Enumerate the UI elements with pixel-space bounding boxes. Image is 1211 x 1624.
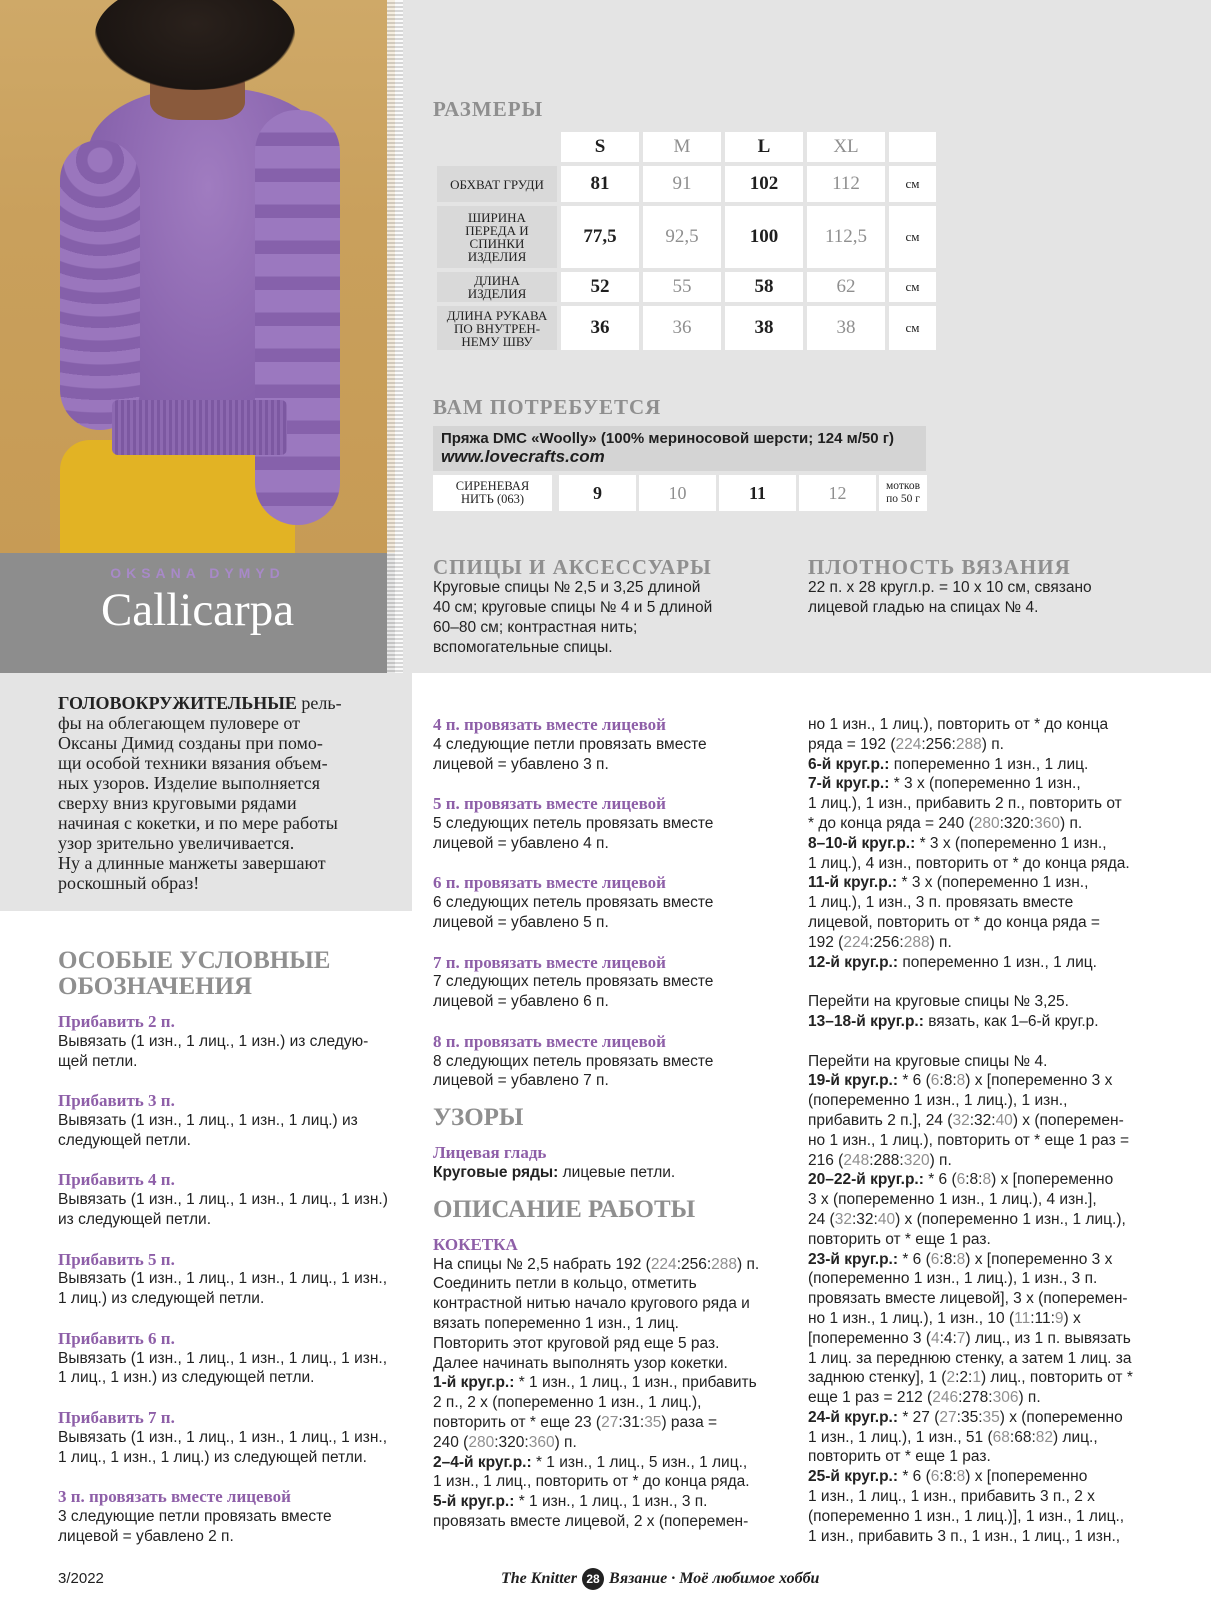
legend-heading: ОСОБЫЕ УСЛОВНЫЕ [58,947,331,974]
spacer [58,1309,418,1329]
work-line: 8–10-й круг.р.: * 3 х (попеременно 1 изн., [808,834,1107,852]
intro-lead: ГОЛОВОКРУЖИТЕЛЬНЫЕ [58,693,297,713]
empty-cell [889,132,936,162]
work-line: 6-й круг.р.: попеременно 1 изн., 1 лиц. [808,755,1089,773]
work-line: 216 (248:288:320) п. [808,1151,952,1169]
size-header: S [561,132,639,162]
legend-title: Прибавить 5 п. [58,1249,175,1269]
legend-line: следующей петли. [58,1131,191,1149]
work-line: На спицы № 2,5 набрать 192 (224:256:288) п. [433,1255,760,1273]
row-label: ДЛИНА РУКАВА ПО ВНУТРЕН-НЕМУ ШВУ [437,306,557,350]
intro-line: Ну а длинные манжеты завершают [58,853,326,873]
legend-title: Прибавить 6 п. [58,1328,175,1348]
decrease-title: 4 п. провязать вместе лицевой [433,715,666,734]
spacer [433,1183,783,1197]
sizes-heading: РАЗМЕРЫ [433,97,544,121]
unit-cell: мотков по 50 г [879,475,927,511]
intro-line-end: рель- [296,693,342,713]
table-cell: 81 [561,166,639,202]
spacer [808,1032,1163,1052]
yoke-heading: КОКЕТКА [433,1234,518,1254]
legend-column [58,948,418,1547]
spacer [433,933,783,953]
table-cell: 38 [725,306,803,350]
work-line: Соединить петли в кольцо, отметить [433,1275,697,1293]
right-column [808,715,1163,1546]
decrease-line: лицевой = убавлено 6 п. [433,993,609,1011]
size-header: M [643,132,721,162]
table-cell: 112 [807,166,885,202]
decrease-title: 8 п. провязать вместе лицевой [433,1031,666,1051]
legend-line: 1 лиц., 1 изн.) из следующей петли. [58,1369,315,1387]
intro-line: сверху вниз круговыми рядами [58,793,297,813]
work-line: (попеременно 1 изн., 1 лиц.), 1 изн., [808,1092,1068,1110]
spacer [58,1467,418,1487]
decrease-title: 7 п. провязать вместе лицевой [433,952,666,972]
title-plate [0,553,395,673]
gauge-text [808,578,1158,618]
photo-sleeve-left [60,140,140,430]
work-line: контрастной нитью начало кругового ряда и [433,1295,750,1313]
model-photo [0,0,395,553]
needles-text [433,578,773,658]
work-line: провязать вместе лицевой], 3 х (поперемен- [808,1290,1128,1308]
footer-masthead [501,1568,819,1590]
legend-title: 3 п. провязать вместе лицевой [58,1487,291,1507]
work-line: 240 (280:320:360) п. [433,1433,577,1451]
patterns-label: Круговые ряды: [433,1163,559,1181]
intro-line: ных узоров. Изделие выполняется [58,773,320,793]
table-cell: 62 [807,272,885,302]
table-cell: 38 [807,306,885,350]
spacer [808,972,1163,992]
work-line: * до конца ряда = 240 (280:320:360) п. [808,814,1083,832]
legend-line: Вывязать (1 изн., 1 лиц., 1 изн., 1 лиц., 1 изн.) [58,1191,388,1209]
legend-title: Прибавить 7 п. [58,1407,175,1427]
intro-line: узор зрительно увеличивается. [58,833,295,853]
spacer [433,1012,783,1032]
patterns-line [433,1163,783,1183]
patterns-subheading: Лицевая гладь [433,1143,547,1163]
unit-cell: см [889,272,936,302]
unit-cell: см [889,206,936,268]
work-line: 3 х (попеременно 1 изн., 1 лиц.), 4 изн.], [808,1191,1097,1209]
row-label: ОБХВАТ ГРУДИ [437,166,557,202]
spacer [433,774,783,794]
work-line: лицевой, повторить от * до конца ряда = [808,913,1100,931]
spacer [58,1151,418,1171]
table-cell: 91 [643,166,721,202]
table-cell: 77,5 [561,206,639,268]
work-line: еще 1 раз = 212 (246:278:306) п. [808,1389,1041,1407]
spacer [433,854,783,874]
table-cell: 55 [643,272,721,302]
intro-line: Оксаны Димид созданы при помо- [58,733,323,753]
work-line: 1 лиц. за переднюю стенку, а затем 1 лиц. за [808,1349,1132,1367]
gauge-line: лицевой гладью на спицах № 4. [808,599,1039,616]
size-header: L [725,132,803,162]
work-line: 1 изн., 1 лиц.), 1 изн., 51 (68:68:82) лиц., [808,1428,1098,1446]
work-line: 23-й круг.р.: * 6 (6:8:8) х [попеременно 3 х [808,1250,1113,1268]
work-line: ряда = 192 (224:256:288) п. [808,735,1004,753]
legend-line: Вывязать (1 изн., 1 лиц., 1 изн., 1 лиц., 1 изн., [58,1349,388,1367]
work-line: 1 изн., прибавить 3 п., 1 изн., 1 лиц., 1 изн., [808,1527,1121,1545]
legend-line: 1 лиц.) из следующей петли. [58,1290,265,1308]
quantity-cell: 12 [799,475,876,511]
yarn-box [433,426,926,471]
patterns-heading: УЗОРЫ [433,1104,524,1132]
work-line: 7-й круг.р.: * 3 х (попеременно 1 изн., [808,775,1081,793]
magazine-tagline: Вязание · Моё любимое хобби [609,1570,820,1587]
work-line: но 1 изн., 1 лиц.), повторить от * еще 1 раз = [808,1131,1130,1149]
work-line: вязать попеременно 1 изн., 1 лиц. [433,1314,679,1332]
decrease-line: лицевой = убавлено 5 п. [433,913,609,931]
work-line: 11-й круг.р.: * 3 х (попеременно 1 изн., [808,874,1089,892]
work-line: заднюю стенку], 1 (2:2:1) лиц., повторить от * [808,1369,1133,1387]
work-line: Перейти на круговые спицы № 4. [808,1052,1048,1070]
work-line: 2 п., 2 х (попеременно 1 изн., 1 лиц.), [433,1394,702,1412]
issue-number: 3/2022 [58,1570,104,1587]
work-line: 2–4-й круг.р.: * 1 изн., 1 лиц., 5 изн., 1 лиц., [433,1453,748,1471]
work-line: [попеременно 3 (4:4:7) лиц., из 1 п. вывязать [808,1329,1131,1347]
table-cell: 100 [725,206,803,268]
spacer [58,1000,418,1012]
decrease-line: 4 следующие петли провязать вместе [433,735,707,753]
materials-heading: ВАМ ПОТРЕБУЕТСЯ [433,395,662,419]
work-line: 20–22-й круг.р.: * 6 (6:8:8) х [попеременно [808,1171,1114,1189]
table-cell: 58 [725,272,803,302]
work-line: 1 изн., 1 лиц., повторить от * до конца ряда. [433,1473,750,1491]
legend-line: Вывязать (1 изн., 1 лиц., 1 изн., 1 лиц., 1 изн., [58,1270,388,1288]
patterns-text: лицевые петли. [558,1163,676,1181]
table-row [437,306,936,350]
table-row [437,206,936,268]
pattern-title: Callicarpa [100,584,295,636]
work-line: 1 лиц.), 1 изн., прибавить 2 п., повторить от [808,795,1122,813]
unit-cell: см [889,166,936,202]
spacer [433,1223,783,1235]
legend-line: 1 лиц., 1 изн., 1 лиц.) из следующей петли. [58,1448,367,1466]
intro-line: щи особой техники вязания объем- [58,753,328,773]
intro-line: роскошный образ! [58,873,200,893]
work-line: 1 изн., 1 лиц., 1 изн., прибавить 3 п., 2 х [808,1488,1095,1506]
table-cell: 112,5 [807,206,885,268]
sizes-header-row [437,132,936,162]
decrease-line: лицевой = убавлено 7 п. [433,1072,609,1090]
legend-title: Прибавить 3 п. [58,1091,175,1111]
decrease-line: 8 следующих петель провязать вместе [433,1052,714,1070]
work-line: но 1 изн., 1 лиц.), 1 изн., 10 (11:11:9) х [808,1309,1081,1327]
spacer [58,1230,418,1250]
quantity-cell: 10 [639,475,716,511]
legend-title: Прибавить 2 п. [58,1012,175,1031]
spacer [58,1071,418,1091]
magazine-name: The Knitter [501,1570,578,1587]
photo-hair [95,0,295,90]
decrease-line: лицевой = убавлено 4 п. [433,834,609,852]
needles-line: вспомогательные спицы. [433,639,613,656]
yarn-url: www.lovecrafts.com [441,447,605,466]
work-line: 1 лиц.), 1 изн., 3 п. провязать вместе [808,894,1074,912]
legend-heading: ОБОЗНАЧЕНИЯ [58,973,253,1000]
zigzag-divider [387,0,403,673]
needles-line: 60–80 см; контрастная нить; [433,619,638,636]
photo-ribbed-hem [112,400,287,455]
work-line: повторить от * еще 1 раз. [808,1230,991,1248]
spacer [433,1091,783,1105]
work-heading: ОПИСАНИЕ РАБОТЫ [433,1195,696,1223]
needles-heading: СПИЦЫ И АКСЕССУАРЫ [433,555,712,579]
work-line: 24-й круг.р.: * 27 (27:35:35) х (попеременно [808,1408,1123,1426]
empty-cell [437,132,557,162]
row-label: ДЛИНА ИЗДЕЛИЯ [437,272,557,302]
work-line: 13–18-й круг.р.: вязать, как 1–6-й круг.р. [808,1012,1099,1030]
needles-line: Круговые спицы № 2,5 и 3,25 длиной [433,579,701,596]
gauge-heading: ПЛОТНОСТЬ ВЯЗАНИЯ [808,555,1071,579]
legend-line: Вывязать (1 изн., 1 лиц., 1 изн., 1 лиц., 1 изн., [58,1428,388,1446]
table-row [437,166,936,202]
decrease-line: 5 следующих петель провязать вместе [433,814,714,832]
legend-line: лицевой = убавлено 2 п. [58,1527,234,1545]
table-cell: 52 [561,272,639,302]
work-line: провязать вместе лицевой, 2 х (поперемен- [433,1512,749,1530]
row-label: ШИРИНА ПЕРЕДА И СПИНКИ ИЗДЕЛИЯ [437,206,557,268]
work-line: 24 (32:32:40) х (попеременно 1 изн., 1 лиц.), [808,1210,1126,1228]
legend-line: Вывязать (1 изн., 1 лиц., 1 изн.) из следую- [58,1032,369,1050]
legend-line: Вывязать (1 изн., 1 лиц., 1 изн., 1 лиц.) из [58,1111,358,1129]
work-line: Перейти на круговые спицы № 3,25. [808,993,1069,1011]
work-line: 5-й круг.р.: * 1 изн., 1 лиц., 1 изн., 3 п. [433,1493,708,1511]
work-line: повторить от * еще 1 раз. [808,1448,991,1466]
size-header: XL [807,132,885,162]
work-line: (попеременно 1 изн., 1 лиц.), 1 изн., 3 п. [808,1270,1098,1288]
decrease-title: 5 п. провязать вместе лицевой [433,794,666,814]
decrease-title: 6 п. провязать вместе лицевой [433,873,666,893]
color-label: СИРЕНЕВАЯ НИТЬ (063) [433,475,552,511]
legend-line: щей петли. [58,1052,138,1070]
middle-column [433,715,783,1532]
legend-line: из следующей петли. [58,1210,211,1228]
decrease-line: 6 следующих петель провязать вместе [433,894,714,912]
unit-cell: см [889,306,936,350]
yarn-description: Пряжа DMC «Woolly» (100% мериносовой шерсти; 124 м/50 г) [441,430,894,447]
intro-line: начиная с кокетки, и по мере работы [58,813,338,833]
author-name: OKSANA DYMYD [110,565,285,581]
work-line: Далее начинать выполнять узор кокетки. [433,1354,728,1372]
work-line: 12-й круг.р.: попеременно 1 изн., 1 лиц. [808,953,1097,971]
work-line: 1-й круг.р.: * 1 изн., 1 лиц., 1 изн., прибавить [433,1374,757,1392]
spacer [433,1131,783,1143]
work-line: 192 (224:256:288) п. [808,933,952,951]
intro-line [58,693,390,713]
table-cell: 92,5 [643,206,721,268]
decrease-line: 7 следующих петель провязать вместе [433,973,714,991]
page-number: 28 [582,1568,604,1590]
work-line: прибавить 2 п.], 24 (32:32:40) х (поперемен- [808,1111,1124,1129]
work-line: 1 лиц.), 4 изн., повторить от * до конца ряда. [808,854,1130,872]
work-line: 19-й круг.р.: * 6 (6:8:8) х [попеременно 3 х [808,1072,1113,1090]
intro-line: фы на облегающем пуловере от [58,713,300,733]
spacer [58,1388,418,1408]
table-cell: 36 [643,306,721,350]
sizes-table [433,128,940,354]
work-line: 25-й круг.р.: * 6 (6:8:8) х [попеременно [808,1468,1088,1486]
table-cell: 102 [725,166,803,202]
photo-sleeve-right [255,110,340,525]
work-line: (попеременно 1 изн., 1 лиц.)], 1 изн., 1 лиц., [808,1507,1125,1525]
legend-title: Прибавить 4 п. [58,1170,175,1190]
legend-line: 3 следующие петли провязать вместе [58,1507,332,1525]
decrease-line: лицевой = убавлено 3 п. [433,755,609,773]
gauge-line: 22 п. х 28 кругл.р. = 10 х 10 см, связано [808,579,1092,596]
intro-text [58,693,390,893]
table-row [437,272,936,302]
table-cell: 36 [561,306,639,350]
work-line: повторить от * еще 23 (27:31:35) раза = [433,1413,718,1431]
quantity-cell: 11 [719,475,796,511]
quantity-cell: 9 [559,475,636,511]
work-line: но 1 изн., 1 лиц.), повторить от * до конца [808,716,1109,733]
needles-line: 40 см; круговые спицы № 4 и 5 длиной [433,599,713,616]
work-line: Повторить этот круговой ряд еще 5 раз. [433,1334,720,1352]
